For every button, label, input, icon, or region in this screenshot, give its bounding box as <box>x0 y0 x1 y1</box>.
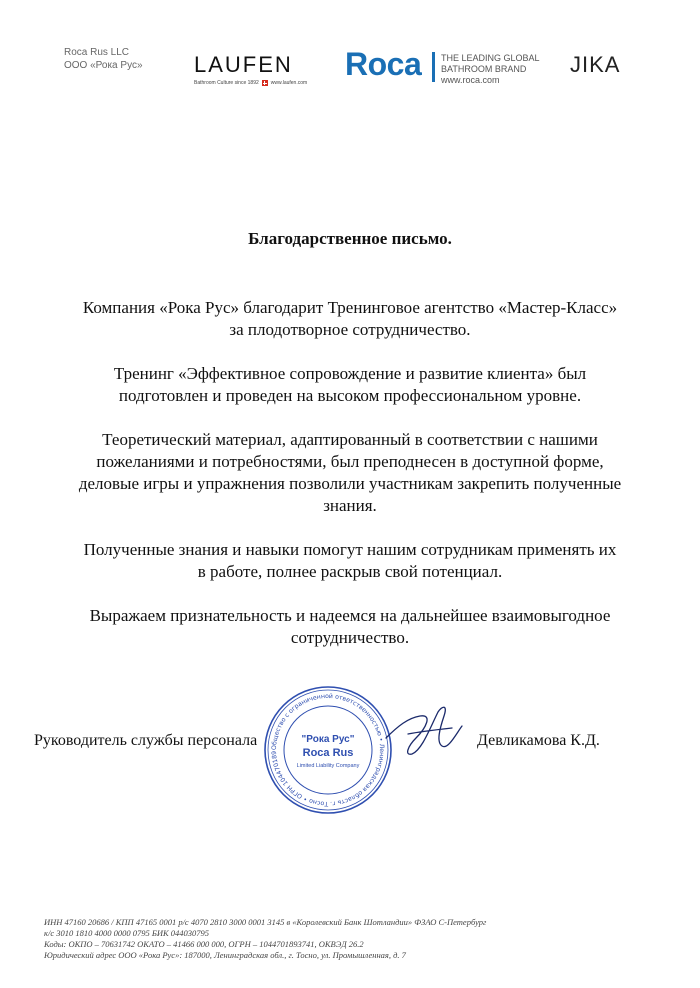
stamp-ring-text: Общество с ограниченной ответственностью • Ленинградская область г. Тосно • ОГРН 104470189 <box>270 692 386 808</box>
paragraph-line: сотрудничество. <box>290 628 410 647</box>
company-name-block <box>64 46 143 72</box>
roca-tagline-line2: BATHROOM BRAND <box>441 64 527 74</box>
roca-url: www.roca.com <box>441 75 500 85</box>
paragraph-line: знания. <box>323 496 377 515</box>
paragraph-line: в работе, полнее раскрыв свой потенциал. <box>197 562 503 581</box>
roca-logo: Roca <box>345 46 422 82</box>
paragraph-line: Полученные знания и навыки помогут нашим сотрудникам применять их <box>83 540 617 559</box>
swiss-flag-icon <box>262 80 268 86</box>
laufen-wordmark: LAUFEN <box>194 52 293 77</box>
paragraph-line: Тренинг «Эффективное сопровождение и развитие клиента» был <box>113 364 587 383</box>
stamp-center-en: Roca Rus <box>302 747 354 759</box>
paragraph-line: Теоретический материал, адаптированный в соответствии с нашими <box>102 430 598 449</box>
stamp-center-sub: Limited Liability Company <box>296 763 360 769</box>
signatory-position: Руководитель службы персонала <box>34 732 258 749</box>
jika-logo: JIKA <box>570 52 621 77</box>
laufen-logo <box>194 52 307 86</box>
company-name-en: Roca Rus LLC <box>64 47 130 58</box>
paragraph-3 <box>25 429 675 517</box>
requisites-line: Коды: ОКПО – 70631742 ОКАТО – 41466 000 000, ОГРН – 1044701893741, ОКВЭД 26.2 <box>44 939 364 949</box>
roca-divider <box>432 52 435 82</box>
letterhead <box>0 0 700 110</box>
roca-tagline-line1: THE LEADING GLOBAL <box>441 53 540 63</box>
laufen-url: www.laufen.com <box>270 80 308 86</box>
paragraph-1 <box>25 297 675 341</box>
paragraph-line: подготовлен и проведен на высоком профессиональном уровне. <box>118 386 582 405</box>
roca-tagline <box>441 53 540 86</box>
letter-body <box>25 297 675 671</box>
signature-row <box>0 732 700 762</box>
requisites-line: ИНН 47160 20686 / КПП 47165 0001 р/с 4070 2810 3000 0001 3145 в «Королевский Банк Шотландии» ФЗАО С-Петербург <box>44 917 487 927</box>
company-requisites <box>44 917 664 961</box>
laufen-sub-text: Bathroom Culture since 1892 <box>194 80 259 86</box>
letter-title: Благодарственное письмо. <box>248 229 452 248</box>
paragraph-line: деловые игры и упражнения позволили участникам закрепить полученные <box>78 474 622 493</box>
paragraph-line: Выражаем признательность и надеемся на дальнейшее взаимовыгодное <box>89 606 611 625</box>
stamp-center-ru: "Рока Рус" <box>301 734 355 745</box>
paragraph-2 <box>25 363 675 407</box>
paragraph-line: за плодотворное сотрудничество. <box>229 320 471 339</box>
company-name-ru: ООО «Рока Рус» <box>64 60 143 71</box>
requisites-line: к/с 3010 1810 4000 0000 0795 БИК 044030795 <box>44 928 210 938</box>
paragraph-line: Компания «Рока Рус» благодарит Тренинговое агентство «Мастер-Класс» <box>82 298 618 317</box>
requisites-line: Юридический адрес ООО «Рока Рус»: 187000, Ленинградская обл., г. Тосно, ул. Промышленная, д. 7 <box>44 950 406 960</box>
paragraph-5 <box>25 605 675 649</box>
paragraph-4 <box>25 539 675 583</box>
paragraph-line: пожеланиями и потребностями, был преподнесен в доступной форме, <box>96 452 604 471</box>
signatory-name: Девликамова К.Д. <box>477 732 600 749</box>
laufen-tagline <box>194 80 307 86</box>
